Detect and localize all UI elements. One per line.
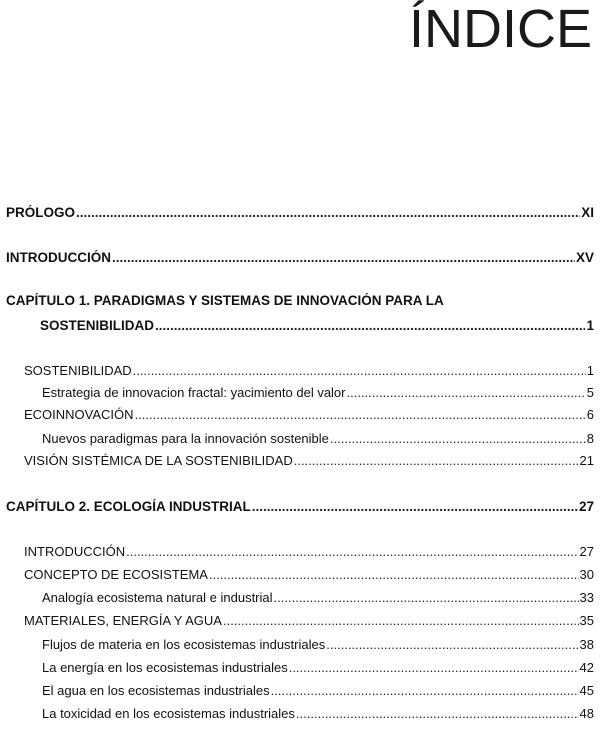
toc-entry-page: 42 (579, 660, 594, 675)
leader-dots (326, 637, 578, 652)
toc-entry-page: XI (581, 205, 594, 220)
toc-entry-text: ECOINNOVACIÓN (24, 407, 134, 422)
toc-entry-page: 6 (586, 407, 594, 422)
toc-entry-page: 27 (579, 544, 594, 559)
leader-dots (274, 590, 579, 605)
toc-entry-text: SOSTENIBILIDAD (40, 318, 155, 333)
toc-entry-page: 1 (586, 318, 594, 333)
toc-entry-introduccion[interactable] (6, 250, 594, 265)
leader-dots (330, 431, 586, 446)
toc-entry-text: Analogía ecosistema natural e industrial (42, 590, 273, 605)
toc-entry-page: 5 (586, 385, 594, 400)
toc-entry-analogia[interactable] (42, 590, 594, 605)
leader-dots (289, 660, 579, 675)
toc-entry-text: CAPÍTULO 2. ECOLOGÍA INDUSTRIAL (6, 499, 251, 514)
toc-chapter-1-heading (6, 293, 594, 308)
toc-entry-text: MATERIALES, ENERGÍA Y AGUA (24, 613, 222, 628)
toc-entry-page: 1 (586, 363, 594, 378)
toc-entry-page: 27 (578, 499, 594, 514)
toc-entry-ecoinnovacion[interactable] (24, 407, 594, 422)
toc-entry-page: 48 (579, 706, 594, 721)
toc-entry-text: INTRODUCCIÓN (24, 544, 126, 559)
toc-entry-text: CAPÍTULO 1. PARADIGMAS Y SISTEMAS DE INNOVACIÓN PARA LA (6, 293, 444, 308)
toc-entry-page: XV (575, 250, 594, 265)
toc-entry-page: 45 (579, 683, 594, 698)
leader-dots (112, 250, 575, 265)
toc-entry-nuevos-paradigmas[interactable] (42, 431, 594, 446)
page-title: ÍNDICE (408, 0, 592, 59)
leader-dots (126, 544, 578, 559)
toc-entry-sostenibilidad[interactable] (24, 363, 594, 378)
leader-dots (347, 385, 586, 400)
leader-dots (76, 205, 580, 220)
leader-dots (135, 407, 586, 422)
toc-entry-text: La toxicidad en los ecosistemas industriales (42, 706, 295, 721)
toc-entry-text: VISIÓN SISTÉMICA DE LA SOSTENIBILIDAD (24, 453, 293, 468)
toc-entry-page: 33 (579, 590, 594, 605)
toc-entry-agua[interactable] (42, 683, 594, 698)
leader-dots (294, 453, 579, 468)
toc-entry-text: SOSTENIBILIDAD (24, 363, 132, 378)
toc-entry-concepto-ecosistema[interactable] (24, 567, 594, 582)
toc-entry-materiales-energia-agua[interactable] (24, 613, 594, 628)
toc-entry-energia[interactable] (42, 660, 594, 675)
toc-entry-chapter-1[interactable] (40, 318, 594, 333)
toc-entry-text: El agua en los ecosistemas industriales (42, 683, 270, 698)
toc-entry-prologo[interactable] (6, 205, 594, 220)
toc-entry-introduccion-ch2[interactable] (24, 544, 594, 559)
toc-entry-text: La energía en los ecosistemas industriales (42, 660, 288, 675)
toc-entry-page: 21 (579, 453, 594, 468)
toc-entry-chapter-2[interactable] (6, 499, 594, 514)
leader-dots (133, 363, 586, 378)
leader-dots (223, 613, 579, 628)
toc-entry-page: 8 (586, 431, 594, 446)
leader-dots (155, 318, 585, 333)
leader-dots (209, 567, 579, 582)
toc-entry-estrategia[interactable] (42, 385, 594, 400)
leader-dots (271, 683, 579, 698)
toc-entry-text: Flujos de materia en los ecosistemas industriales (42, 637, 326, 652)
toc-entry-text: PRÓLOGO (6, 205, 76, 220)
toc-entry-text: Estrategia de innovacion fractal: yacimiento del valor (42, 385, 346, 400)
toc-entry-page: 38 (579, 637, 594, 652)
leader-dots (252, 499, 578, 514)
toc-entry-page: 35 (579, 613, 594, 628)
toc-entry-text: INTRODUCCIÓN (6, 250, 111, 265)
toc-entry-vision-sistemica[interactable] (24, 453, 594, 468)
toc-entry-page: 30 (579, 567, 594, 582)
toc-entry-text: CONCEPTO DE ECOSISTEMA (24, 567, 208, 582)
leader-dots (296, 706, 579, 721)
toc-entry-text: Nuevos paradigmas para la innovación sostenible (42, 431, 329, 446)
toc-entry-flujos-materia[interactable] (42, 637, 594, 652)
toc-entry-toxicidad[interactable] (42, 706, 594, 721)
